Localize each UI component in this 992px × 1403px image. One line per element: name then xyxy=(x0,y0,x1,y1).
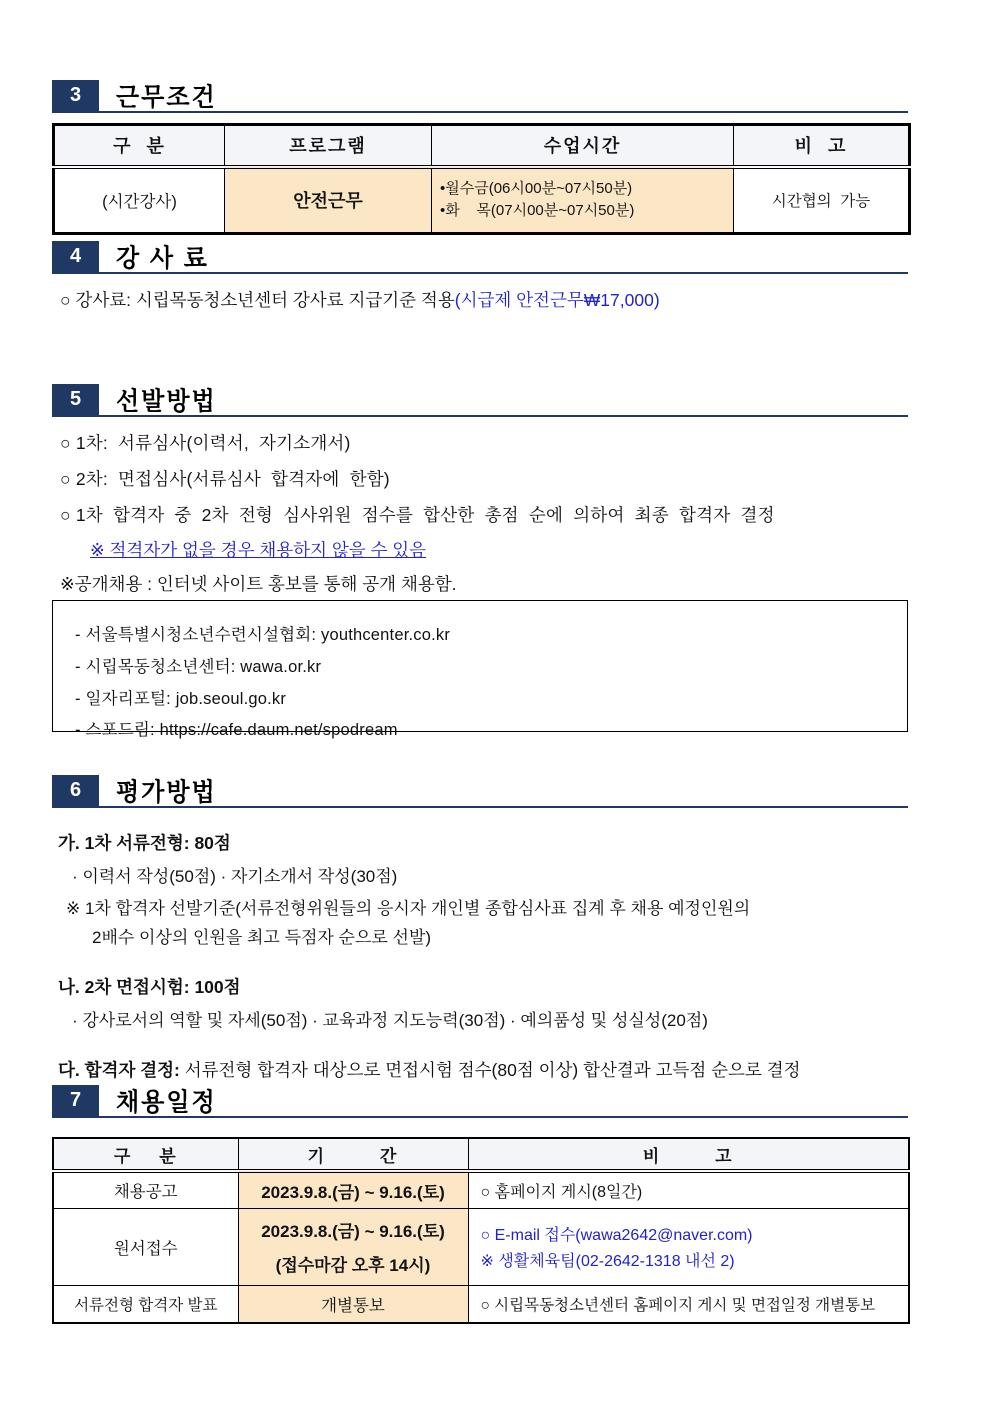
section-6-title: 평가방법 xyxy=(116,777,217,807)
col-header-period: 기 간 xyxy=(238,1138,468,1171)
cell-remark: 시간협의 가능 xyxy=(734,167,910,234)
section-3-number-badge: 3 xyxy=(52,80,99,111)
table-row-result xyxy=(53,1285,909,1323)
eval-stage2-criteria: · 강사로서의 역할 및 자세(50점) · 교육과정 지도능력(30점) · 예의품성 및 성실성(20점) xyxy=(72,1011,708,1030)
cell-remark xyxy=(468,1208,909,1285)
open-recruitment-note: ※공개채용 : 인터넷 사이트 홍보를 통해 공개 채용함. xyxy=(60,574,457,594)
section-6-number-badge: 6 xyxy=(52,775,99,806)
col-header-gubun: 구 분 xyxy=(53,1138,238,1171)
no-hire-note: ※ 적격자가 없을 경우 채용하지 않을 수 있음 xyxy=(90,540,427,561)
table-header-row xyxy=(54,125,910,167)
list-item: ○ 2차: 면접심사(서류심사 합격자에 한함) xyxy=(60,468,390,489)
eval-stage1-note-line1: ※ 1차 합격자 선발기준(서류전형위원들의 응시자 개인별 종합심사표 집계 후 채용 예정인원의 xyxy=(66,899,751,918)
col-header-program: 프로그램 xyxy=(225,125,432,167)
list-item: ○ 1차: 서류심사(이력서, 자기소개서) xyxy=(60,433,351,453)
col-header-class-time: 수업시간 xyxy=(432,125,734,167)
cell-gubun: 원서접수 xyxy=(53,1208,238,1285)
cell-gubun: (시간강사) xyxy=(54,167,225,234)
remark-email-line: ○ E-mail 접수(wawa2642@naver.com) xyxy=(480,1227,753,1244)
eval-stage2-title: 나. 2차 면접시험: 100점 xyxy=(58,977,241,997)
class-time-line-2: •화 목(07시00분~07시50분) xyxy=(440,202,635,220)
eval-stage1-note-line2: 2배수 이상의 인원을 최고 득점자 순으로 선발) xyxy=(92,928,432,947)
site-item: - 스포드림: https://cafe.daum.net/spodream xyxy=(75,721,398,740)
recruitment-sites-box xyxy=(52,600,908,740)
col-header-gubun: 구 분 xyxy=(54,125,225,167)
section-7-number-badge: 7 xyxy=(52,1085,99,1116)
cell-gubun: 서류전형 합격자 발표 xyxy=(53,1285,238,1323)
period-line-1: 2023.9.8.(금) ~ 9.16.(토) xyxy=(261,1222,445,1241)
section-7-header xyxy=(52,1085,908,1118)
fee-text: ○ 강사료: 시립목동청소년센터 강사료 지급기준 적용 xyxy=(60,290,455,310)
eval-final-decision-text: 서류전형 합격자 대상으로 면접시험 점수(80점 이상) 합산결과 고득점 순으로 결정 xyxy=(179,1060,801,1080)
eval-stage1-title: 가. 1차 서류전형: 80점 xyxy=(58,833,231,853)
table-row-application xyxy=(53,1208,909,1285)
remark-phone-line: ※ 생활체육팀(02-2642-1318 내선 2) xyxy=(480,1253,735,1270)
evaluation-method-body xyxy=(52,830,908,1082)
cell-program: 안전근무 xyxy=(225,167,432,234)
list-item: ○ 1차 합격자 중 2차 전형 심사위원 점수를 합산한 총점 순에 의하여 최종 합격자 결정 xyxy=(60,504,775,525)
work-conditions-table xyxy=(52,123,911,235)
section-6-header xyxy=(52,775,908,808)
table-header-row xyxy=(53,1138,909,1171)
site-item: - 일자리포털: job.seoul.go.kr xyxy=(75,689,287,708)
section-3-header xyxy=(52,80,908,113)
class-time-line-1: •월수금(06시00분~07시50분) xyxy=(440,179,633,197)
section-4-header xyxy=(52,241,908,274)
col-header-remark: 비 고 xyxy=(734,125,910,167)
section-5-header xyxy=(52,384,908,417)
table-row xyxy=(54,167,910,234)
section-5-number-badge: 5 xyxy=(52,384,99,415)
eval-stage1-criteria: · 이력서 작성(50점) · 자기소개서 작성(30점) xyxy=(72,867,398,886)
cell-period xyxy=(238,1208,468,1285)
period-line-2: (접수마감 오후 14시) xyxy=(275,1256,431,1275)
section-4-title: 강 사 료 xyxy=(116,243,209,273)
section-5-title: 선발방법 xyxy=(116,386,217,416)
cell-period: 2023.9.8.(금) ~ 9.16.(토) xyxy=(238,1171,468,1208)
site-item: - 서울특별시청소년수련시설협회: youthcenter.co.kr xyxy=(75,626,451,644)
table-row-announcement xyxy=(53,1171,909,1208)
eval-final-decision xyxy=(58,1057,908,1082)
fee-line xyxy=(52,287,908,312)
cell-period: 개별통보 xyxy=(238,1285,468,1323)
cell-remark: ○ 시립목동청소년센터 홈페이지 게시 및 면접일정 개별통보 xyxy=(468,1285,909,1323)
cell-gubun: 채용공고 xyxy=(53,1171,238,1208)
selection-method-list xyxy=(52,430,908,562)
col-header-remark: 비 고 xyxy=(468,1138,909,1171)
section-4-number-badge: 4 xyxy=(52,241,99,272)
cell-remark: ○ 홈페이지 게시(8일간) xyxy=(468,1171,909,1208)
section-3-title: 근무조건 xyxy=(116,82,217,112)
recruitment-schedule-table xyxy=(52,1137,910,1324)
cell-class-time xyxy=(432,167,734,234)
section-7-title: 채용일정 xyxy=(116,1087,217,1117)
site-item: - 시립목동청소년센터: wawa.or.kr xyxy=(75,657,322,676)
eval-final-decision-label: 다. 합격자 결정: xyxy=(58,1060,180,1080)
fee-amount: (시급제 안전근무₩17,000) xyxy=(454,290,660,310)
